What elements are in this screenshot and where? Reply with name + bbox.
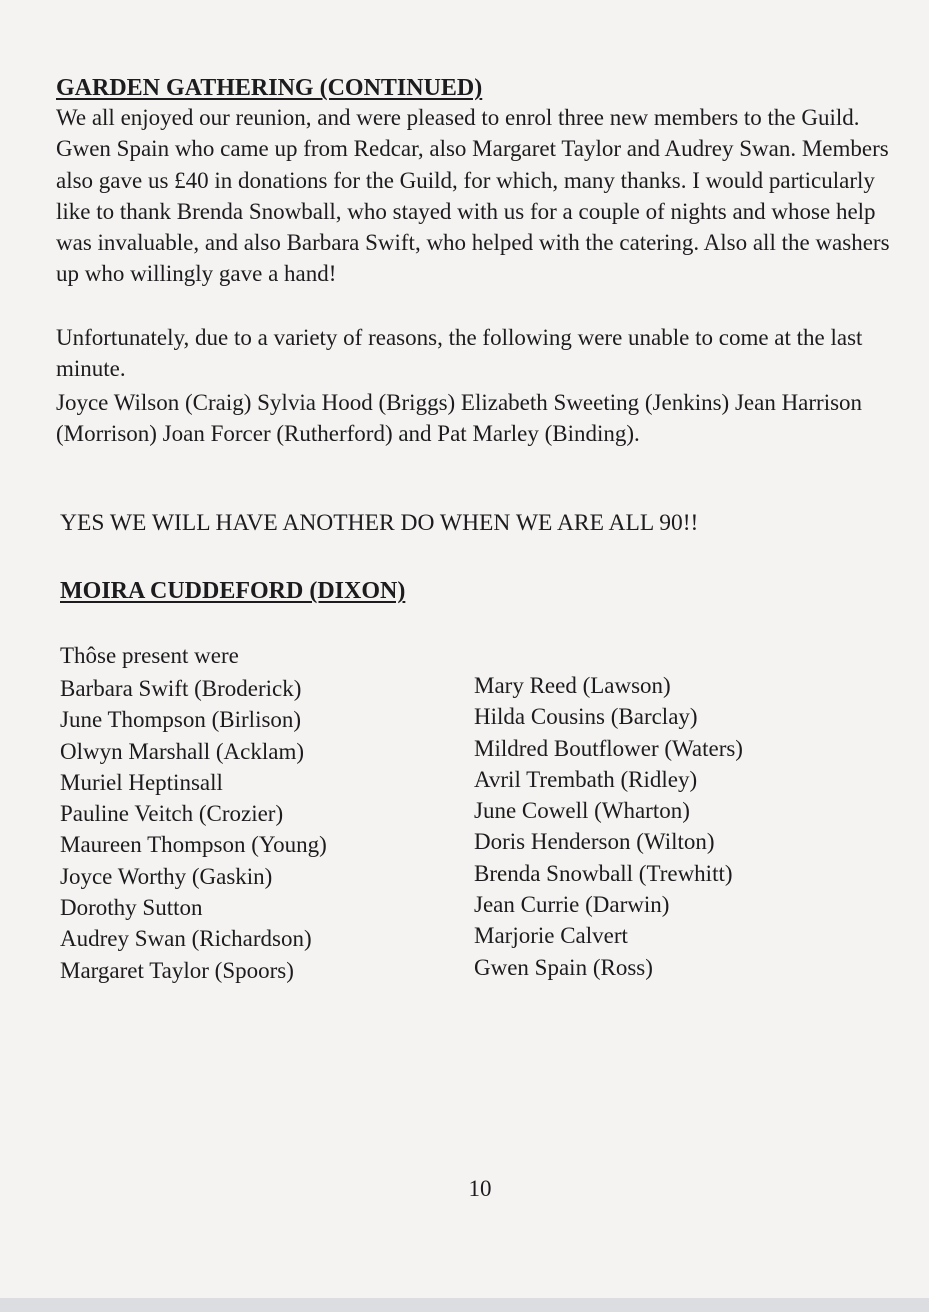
list-item: Maureen Thompson (Young) bbox=[60, 832, 327, 858]
list-item: Dorothy Sutton bbox=[60, 895, 203, 921]
reunion-paragraph: We all enjoyed our reunion, and were pleased to enrol three new members to the Guild. Gwen Spain who came up from Redcar, also Margaret Taylor and Audrey Swan. Members also gave us £40 in donations for the Guild, for which, many thanks. I would particularly like to thank Brenda Snowball, who stayed with us for a couple of nights and whose help was invaluable, and also Barbara Swift, who helped with the catering. Also all the washers up who willingly gave a hand! bbox=[56, 105, 890, 287]
page-number: 10 bbox=[468, 1176, 492, 1201]
absentees-paragraph: Joyce Wilson (Craig) Sylvia Hood (Briggs) Elizabeth Sweeting (Jenkins) Jean Harrison (Morrison) Joan Forcer (Rutherford) and Pat Marley (Binding). bbox=[56, 390, 863, 447]
closing-announcement: YES WE WILL HAVE ANOTHER DO WHEN WE ARE ALL 90!! bbox=[60, 510, 699, 536]
list-item: Hilda Cousins (Barclay) bbox=[474, 704, 698, 730]
list-item: Pauline Veitch (Crozier) bbox=[60, 801, 284, 827]
unable-to-come-paragraph: Unfortunately, due to a variety of reasons, the following were unable to come at the last minute. bbox=[56, 325, 863, 382]
attendees-intro: Thôse present were bbox=[60, 643, 239, 668]
list-item: Avril Trembath (Ridley) bbox=[474, 766, 698, 792]
list-item: Brenda Snowball (Trewhitt) bbox=[474, 860, 733, 886]
list-item: Audrey Swan (Richardson) bbox=[60, 926, 312, 952]
list-item: Marjorie Calvert bbox=[474, 923, 628, 949]
list-item: Olwyn Marshall (Acklam) bbox=[60, 738, 304, 764]
list-item: Muriel Heptinsall bbox=[60, 769, 223, 795]
section-heading-garden-gathering: GARDEN GATHERING (CONTINUED) bbox=[56, 75, 483, 101]
list-item: Barbara Swift (Broderick) bbox=[60, 676, 302, 701]
list-item: June Thompson (Birlison) bbox=[60, 707, 302, 733]
attendees-left-column bbox=[60, 673, 327, 986]
list-item: Margaret Taylor (Spoors) bbox=[60, 957, 294, 983]
list-item: Doris Henderson (Wilton) bbox=[474, 829, 715, 855]
page-bottom-edge bbox=[0, 1298, 929, 1312]
list-item: Gwen Spain (Ross) bbox=[474, 954, 653, 980]
list-item: June Cowell (Wharton) bbox=[474, 798, 690, 824]
list-item: Jean Currie (Darwin) bbox=[474, 892, 670, 918]
list-item: Joyce Worthy (Gaskin) bbox=[60, 863, 273, 889]
section-heading-moira-cuddeford: MOIRA CUDDEFORD (DIXON) bbox=[60, 578, 406, 604]
attendees-right-column bbox=[474, 670, 743, 983]
list-item: Mary Reed (Lawson) bbox=[474, 673, 671, 698]
list-item: Mildred Boutflower (Waters) bbox=[474, 735, 743, 761]
